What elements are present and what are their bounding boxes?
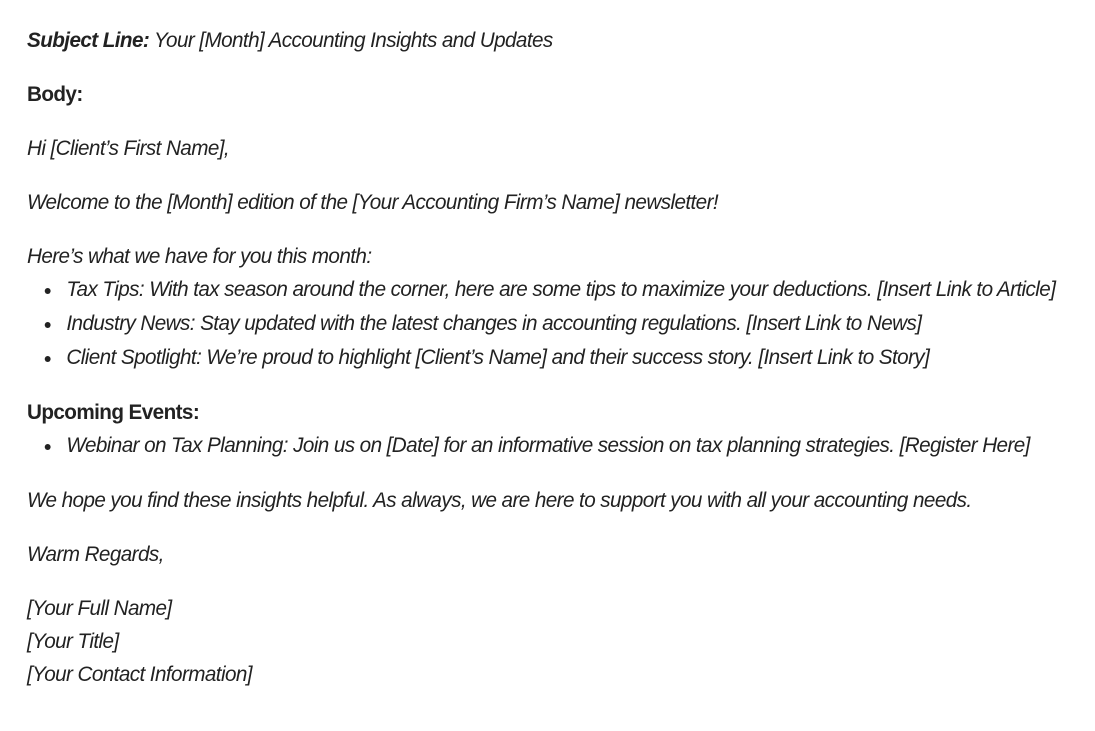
list-item: Tax Tips: With tax season around the corner, here are some tips to maximize your deductions. [Insert Link to Article] bbox=[27, 273, 1069, 307]
events-label: Upcoming Events: bbox=[27, 401, 200, 424]
subject-text: Your [Month] Accounting Insights and Updates bbox=[149, 29, 553, 52]
intro-paragraph: Here’s what we have for you this month: bbox=[27, 245, 372, 268]
body-label: Body: bbox=[27, 83, 83, 106]
list-item: Industry News: Stay updated with the latest changes in accounting regulations. [Insert Link to News] bbox=[27, 307, 1069, 341]
list-item: Webinar on Tax Planning: Join us on [Date] for an informative session on tax planning strategies. [Register Here] bbox=[27, 429, 1069, 463]
subject-label: Subject Line: bbox=[27, 29, 150, 52]
subject-line bbox=[27, 24, 1069, 57]
list-item: Client Spotlight: We’re proud to highlight [Client’s Name] and their success story. [Insert Link to Story] bbox=[27, 341, 1069, 375]
events-list bbox=[27, 429, 1069, 463]
closing-paragraph: We hope you find these insights helpful. As always, we are here to support you with all your accounting needs. bbox=[27, 489, 972, 512]
email-template bbox=[27, 24, 1069, 691]
highlights-list bbox=[27, 273, 1069, 375]
welcome-paragraph: Welcome to the [Month] edition of the [Your Accounting Firm’s Name] newsletter! bbox=[27, 191, 719, 214]
greeting: Hi [Client’s First Name], bbox=[27, 137, 230, 160]
signature-block bbox=[27, 592, 1069, 691]
signature-title: [Your Title] bbox=[27, 630, 119, 653]
signature-name: [Your Full Name] bbox=[27, 597, 172, 620]
signature-contact: [Your Contact Information] bbox=[27, 663, 252, 686]
signoff: Warm Regards, bbox=[27, 543, 164, 566]
